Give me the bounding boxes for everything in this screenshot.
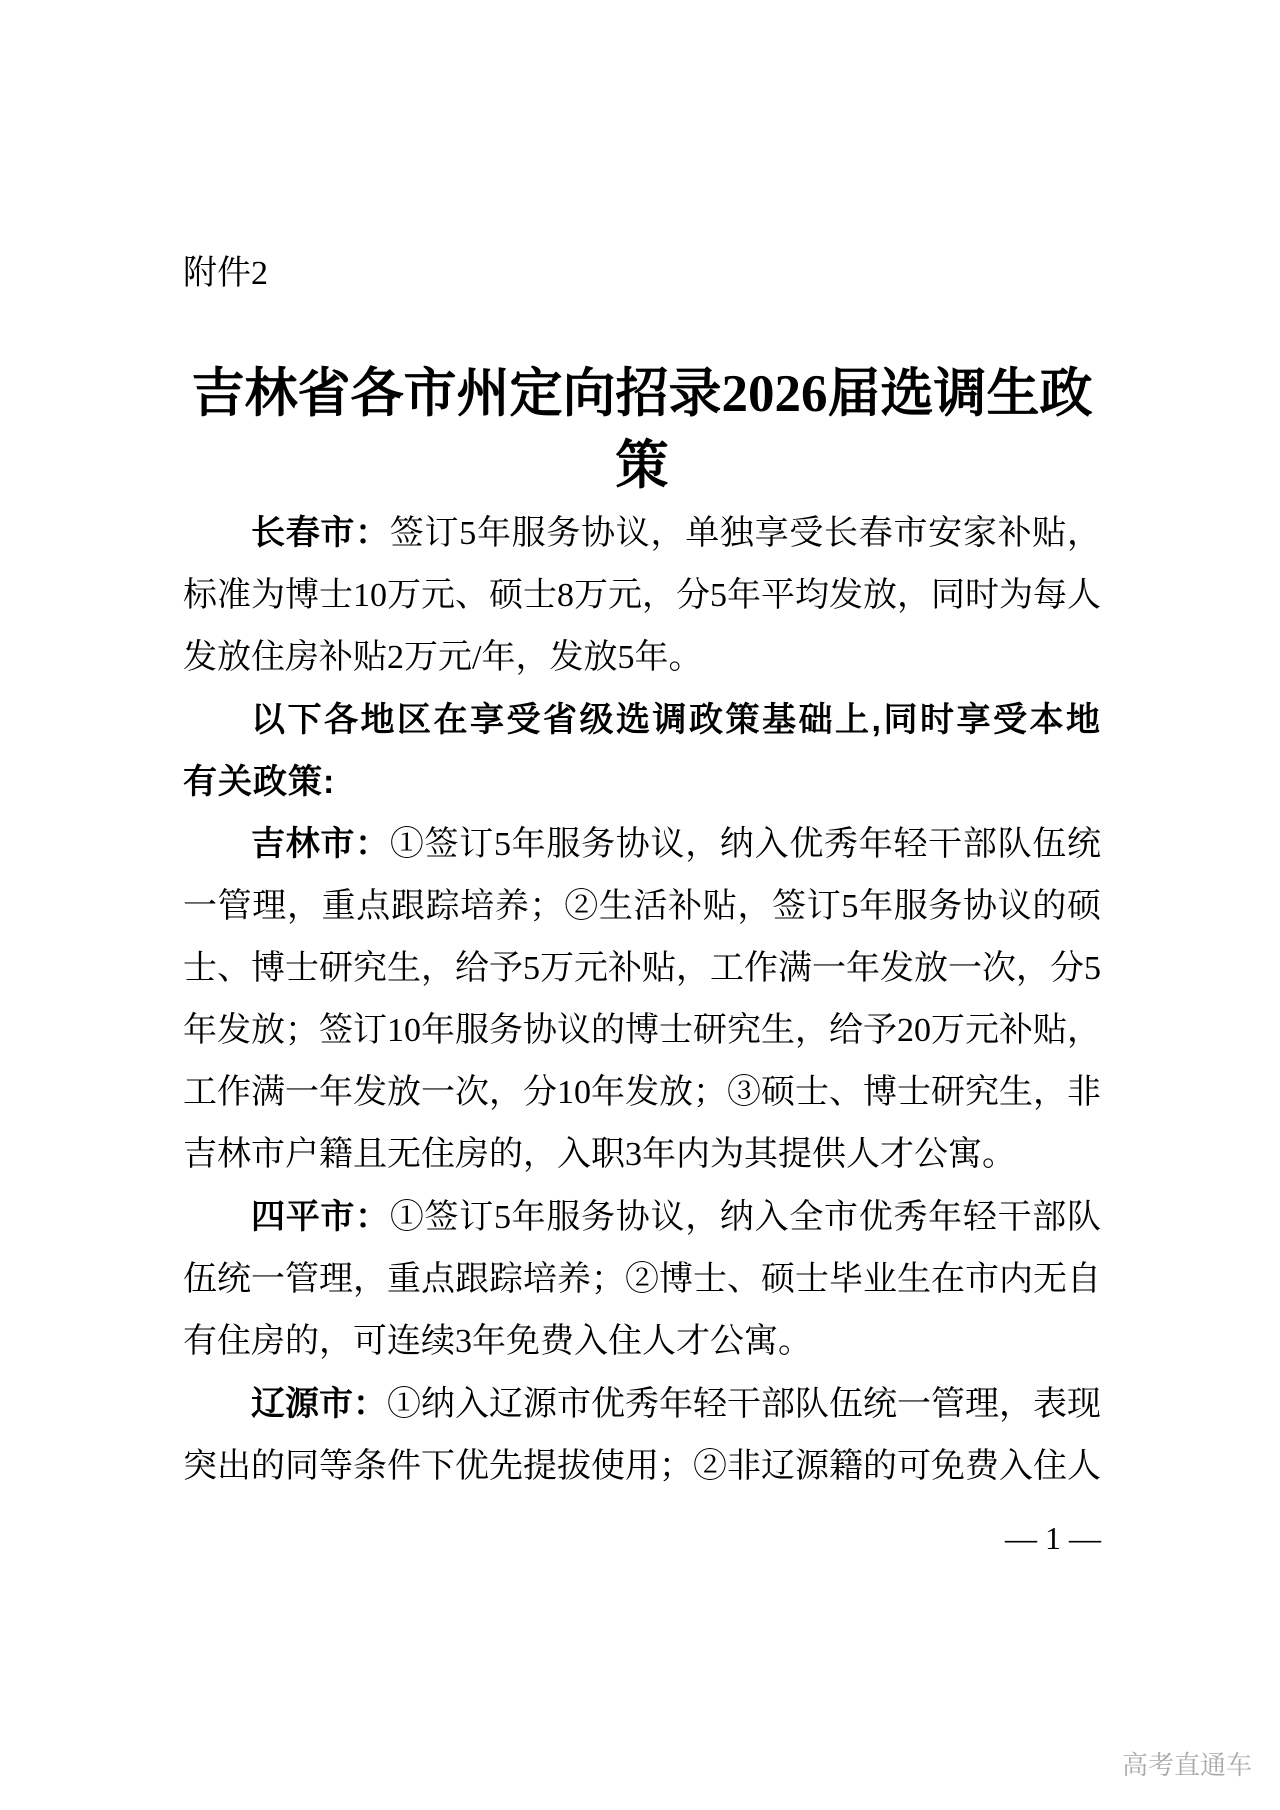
attachment-label: 附件2 [183, 255, 268, 292]
paragraph-text: 签订5年服务协议，单独享受长春市安家补贴，标准为博士10万元、硕士8万元，分5年平均发放，同时为每人发放住房补贴2万元/年，发放5年。 [183, 515, 1102, 676]
paragraph-text: ①签订5年服务协议，纳入全市优秀年轻干部队伍统一管理，重点跟踪培养；②博士、硕士毕业生在市内无自有住房的，可连续3年免费入住人才公寓。 [183, 1199, 1102, 1360]
paragraph-siping [183, 1186, 1101, 1373]
paragraph-jilin-city [183, 813, 1101, 1186]
city-label-liaoyuan: 辽源市： [251, 1385, 387, 1423]
page-number: — 1 — [1005, 1520, 1101, 1556]
paragraph-text: 以下各地区在享受省级选调政策基础上,同时享受本地有关政策: [183, 701, 1101, 801]
document-title: 吉林省各市州定向招录2026届选调生政策 [191, 365, 1093, 495]
paragraph-text: ①纳入辽源市优秀年轻干部队伍统一管理，表现突出的同等条件下优先提拔使用；②非辽源籍的可免费入住人 [183, 1386, 1101, 1485]
paragraph-liaoyuan [183, 1373, 1101, 1498]
paragraph-changchun [183, 502, 1101, 689]
city-label-changchun: 长春市： [251, 514, 390, 552]
city-label-siping: 四平市： [251, 1198, 390, 1236]
city-label-jilin: 吉林市： [251, 825, 390, 863]
paragraph-intro-local-policy [183, 689, 1101, 813]
paragraph-text: ①签订5年服务协议，纳入优秀年轻干部队伍统一管理，重点跟踪培养；②生活补贴，签订5年服务协议的硕士、博士研究生，给予5万元补贴，工作满一年发放一次，分5年发放；签订10年服务协议的博士研究生，给予20万元补贴，工作满一年发放一次，分10年发放；③硕士、博士研究生，非吉林市户籍且无住房的，入职3年内为其提供人才公寓。 [183, 826, 1102, 1173]
watermark: 高考直通车 [1121, 1750, 1252, 1780]
